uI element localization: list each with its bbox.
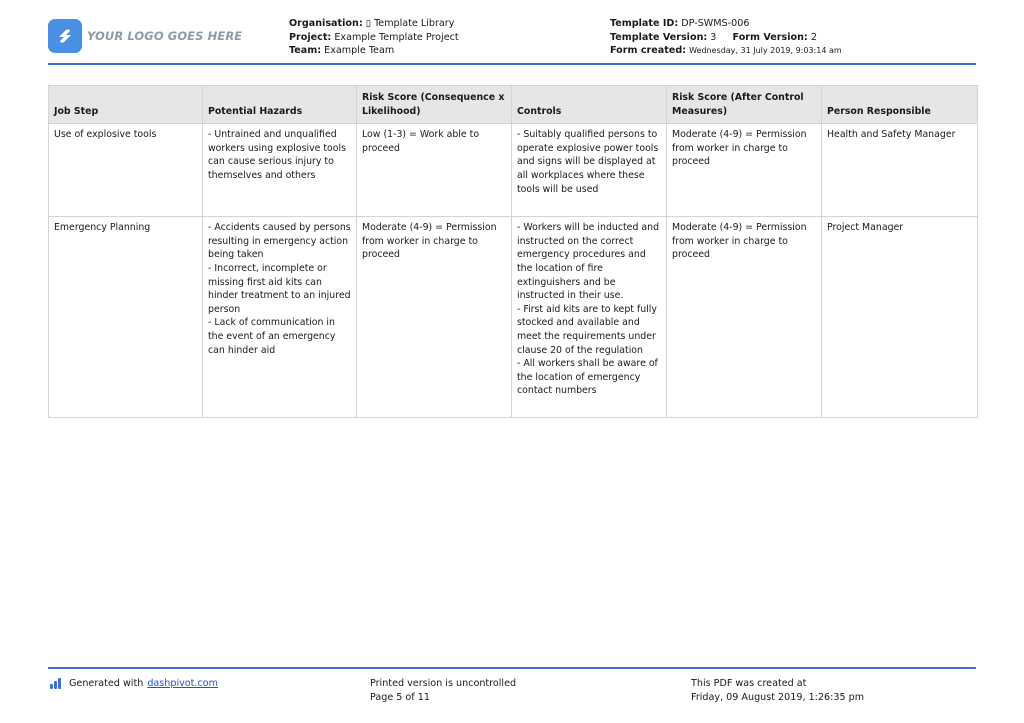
column-header-risk-after: Risk Score (After Control Measures) [667,86,822,124]
print-notice [370,677,516,704]
table-header-row [49,86,978,124]
cell-controls: - Workers will be inducted and instructed on the correct emergency procedures and the location of fire extinguishers and be instructed in their use. - First aid kits are to kept fully stocked and available and meet the requirements under clause 20 of the regulation - All workers shall be aware of the location of emergency contact numbers [512,217,667,418]
column-header-risk-score: Risk Score (Consequence x Likelihood) [357,86,512,124]
pdf-created-label: This PDF was created at [691,678,807,689]
cell-potential-hazards: - Untrained and unqualified workers using explosive tools can cause serious injury to themselves and others [203,124,357,217]
document-footer [48,677,976,717]
organisation-line [289,17,459,31]
pdf-created [691,677,864,704]
dashpivot-link[interactable]: dashpivot.com [147,678,218,689]
project-line [289,31,459,45]
team-line [289,44,459,58]
template-id-label: Template ID: [610,18,679,29]
project-value: Example Template Project [334,31,459,43]
template-version-value: 3 [710,31,717,43]
column-header-job-step: Job Step [49,86,203,124]
swms-table [48,85,978,418]
template-id-line [610,17,842,31]
footer-divider [48,667,976,669]
company-logo [48,19,242,53]
table-row [49,124,978,217]
cell-controls: - Suitably qualified persons to operate explosive power tools and signs will be displayed at all workplaces where these tools will be used [512,124,667,217]
form-created-line [610,44,842,58]
cell-job-step: Use of explosive tools [49,124,203,217]
column-header-controls: Controls [512,86,667,124]
template-version-label: Template Version: [610,31,708,43]
project-meta [289,17,459,58]
organisation-label: Organisation: [289,18,363,29]
generated-with [50,677,218,691]
team-label: Team: [289,45,322,56]
cell-person-responsible: Project Manager [822,217,978,418]
logo-icon [48,19,82,53]
cell-risk-score: Low (1-3) = Work able to proceed [357,124,512,217]
page-number: Page 5 of 11 [370,691,430,703]
cell-potential-hazards: - Accidents caused by persons resulting in emergency action being taken - Incorrect, incomplete or missing first aid kits can hinder treatment to an injured person - Lack of communication in the event of an emergency can hinder aid [203,217,357,418]
cell-job-step: Emergency Planning [49,217,203,418]
form-created-value: Wednesday, 31 July 2019, 9:03:14 am [689,46,842,55]
table-row [49,217,978,418]
form-created-label: Form created: [610,45,687,56]
cell-risk-after: Moderate (4-9) = Permission from worker in charge to proceed [667,217,822,418]
cell-risk-score: Moderate (4-9) = Permission from worker in charge to proceed [357,217,512,418]
team-value: Example Team [324,45,395,56]
printed-notice-text: Printed version is uncontrolled [370,678,517,689]
document-header [48,14,976,64]
column-header-person-responsible: Person Responsible [822,86,978,124]
template-id-value: DP-SWMS-006 [681,18,750,29]
cell-risk-after: Moderate (4-9) = Permission from worker in charge to proceed [667,124,822,217]
header-divider [48,63,976,65]
organisation-value: ▯ Template Library [365,18,455,29]
generated-label: Generated with [69,678,144,689]
project-label: Project: [289,31,332,43]
version-line [610,31,842,45]
pdf-created-value: Friday, 09 August 2019, 1:26:35 pm [691,691,865,703]
template-meta [610,17,842,58]
logo-text: YOUR LOGO GOES HERE [87,29,243,43]
column-header-potential-hazards: Potential Hazards [203,86,357,124]
form-version-value: 2 [810,31,817,43]
form-version-label: Form Version: [732,31,808,43]
cell-person-responsible: Health and Safety Manager [822,124,978,217]
bar-chart-icon [50,678,64,689]
